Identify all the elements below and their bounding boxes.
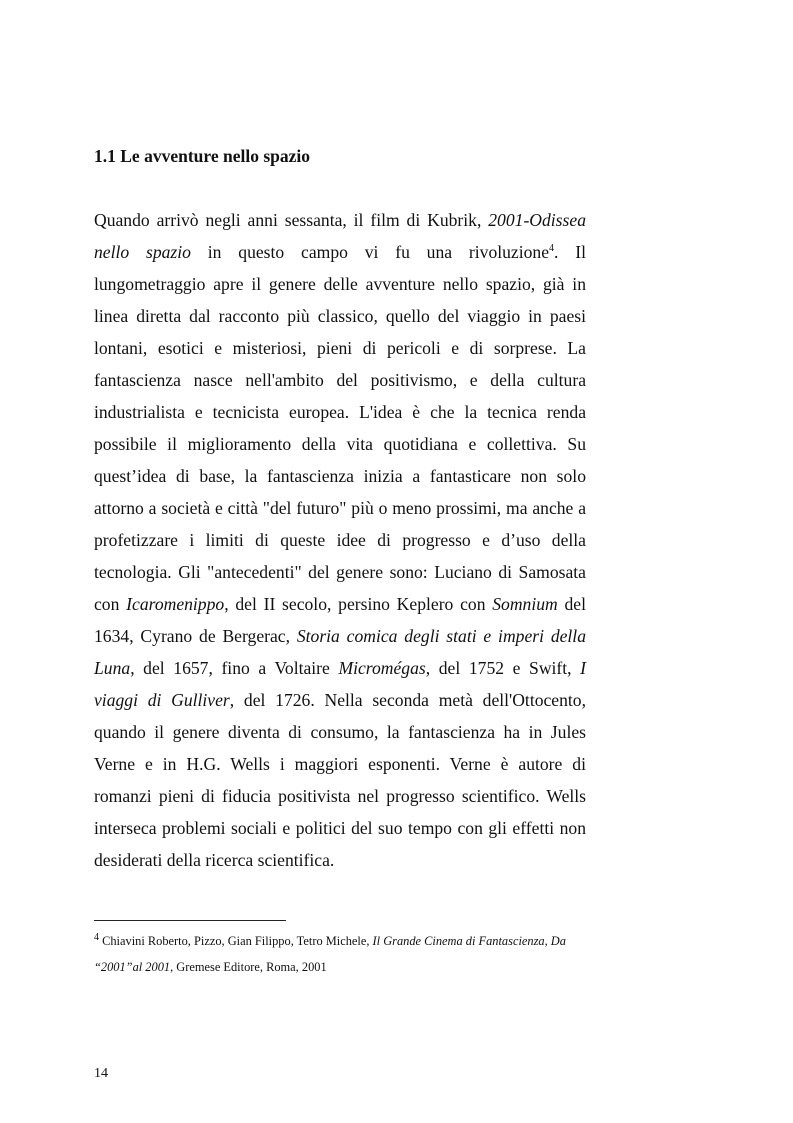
- paragraph-text-2: in questo campo vi fu una rivoluzione: [190, 242, 550, 262]
- work-title-micromegas: Micromégas: [338, 658, 426, 678]
- work-title-gulliver: I viaggi di Gulliver: [94, 658, 587, 710]
- work-title-somnium: Somnium: [492, 594, 558, 614]
- paragraph-text-8: , del 1726. Nella seconda metà dell'Ottocento, quando il genere diventa di consumo, la fantascienza ha in Jules Verne e in H.G. Wells i maggiori esponenti. Verne è autore di romanzi pieni di fiducia positivista nel progresso scientifico. Wells interseca problemi sociali e politici del suo tempo con gli effetti non desiderati della ricerca scientifica.: [94, 690, 586, 870]
- footnote: [94, 928, 590, 980]
- paragraph-text-1: Quando arrivò negli anni sessanta, il film di Kubrik,: [94, 210, 489, 230]
- paragraph-text-4: , del II secolo, persino Keplero con: [224, 594, 493, 614]
- footnote-divider: [94, 920, 286, 921]
- section-title: 1.1 Le avventure nello spazio: [94, 146, 310, 166]
- film-title: 2001-Odissea nello spazio: [94, 210, 586, 262]
- paragraph-text-3: . Il lungometraggio apre il genere delle avventure nello spazio, già in linea diretta dal racconto più classico, quello del viaggio in paesi lontani, esotici e misteriosi, pieni di pericoli e di sorprese. La fantascienza nasce nell'ambito del positivismo, e della cultura industrialista e tecnicista europea. L'idea è che la tecnica renda possibile il miglioramento della vita quotidiana e collettiva. Su quest’idea di base, la fantascienza inizia a fantasticare non solo attorno a società e città "del futuro" più o meno prossimi, ma anche a profetizzare i limiti di queste idee di progresso e d’uso della tecnologia. Gli "antecedenti" del genere sono: Luciano di Samosata con: [94, 242, 586, 614]
- paragraph-text-6: , del 1657, fino a Voltaire: [130, 658, 339, 678]
- footnote-reference: 4: [549, 243, 555, 255]
- paragraph-text-5: del 1634, Cyrano de Bergerac,: [94, 594, 586, 646]
- work-title-storia-comica: Storia comica degli stati e imperi della Luna: [94, 626, 586, 678]
- paragraph-text-7: , del 1752 e Swift,: [425, 658, 581, 678]
- footnote-publisher: , Gremese Editore, Roma, 2001: [170, 960, 327, 974]
- footnote-authors: Chiavini Roberto, Pizzo, Gian Filippo, Tetro Michele,: [99, 934, 373, 948]
- work-title-icaromenippo: Icaromenippo: [126, 594, 225, 614]
- page-number: 14: [94, 1066, 108, 1081]
- footnote-number: 4: [94, 931, 99, 943]
- footnote-book-title: Il Grande Cinema di Fantascienza, Da “2001”al 2001: [94, 934, 566, 974]
- body-paragraph: [94, 204, 586, 876]
